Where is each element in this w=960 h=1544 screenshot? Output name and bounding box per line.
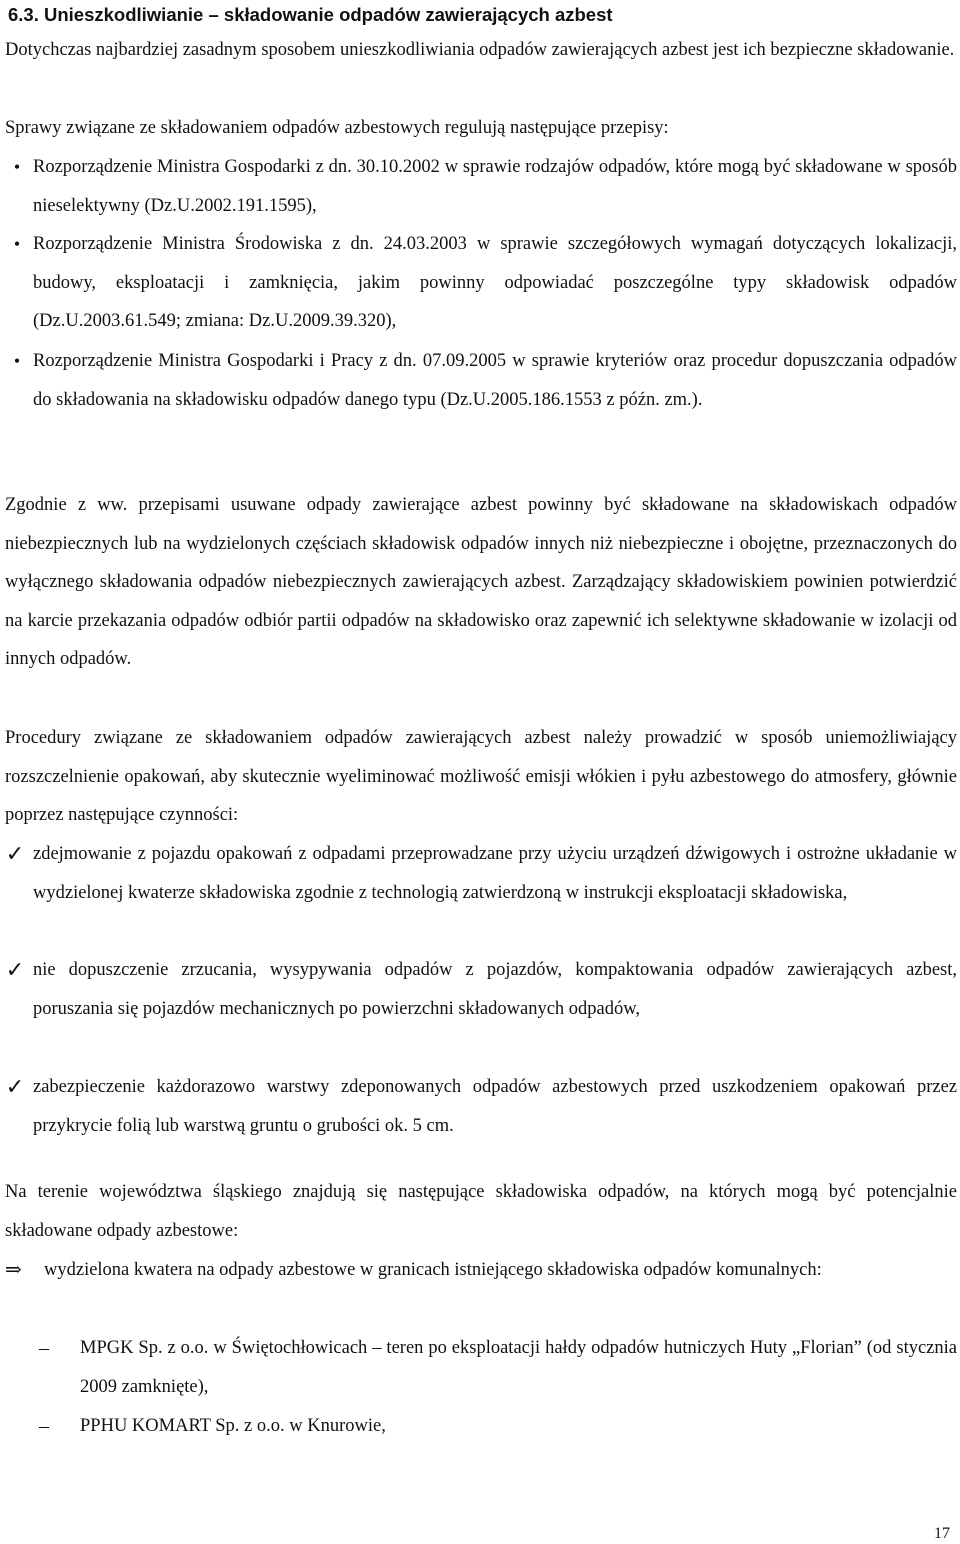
paragraph-silesia: Na terenie województwa śląskiego znajdują się następujące składowiska odpadów, na których mogą być potencjalnie składowane odpady azbestowe: <box>5 1182 957 1241</box>
landfill-item <box>5 1407 957 1446</box>
activity-text: nie dopuszczenie zrzucania, wysypywania odpadów z pojazdów, kompaktowania odpadów zawierających azbest, poruszania się pojazdów mechanicznych po powierzchni składowanych odpadów, <box>33 960 957 1019</box>
regulation-text: Rozporządzenie Ministra Gospodarki i Pracy z dn. 07.09.2005 w sprawie kryteriów oraz procedur dopuszczania odpadów do składowania na składowisku odpadów danego typu (Dz.U.2005.186.1553 z późn. zm.). <box>33 351 957 410</box>
paragraph-procedury: Procedury związane ze składowaniem odpadów zawierających azbest należy prowadzić w sposób uniemożliwiający rozszczelnienie opakowań, aby skutecznie wyeliminować możliwość emisji włókien i pyłu azbestowego do atmosfery, głównie poprzez następujące czynności: <box>5 728 957 826</box>
bullet-icon: • <box>13 351 21 371</box>
landfill-item <box>5 1329 957 1406</box>
landfill-text: MPGK Sp. z o.o. w Świętochłowicach – teren po eksploatacji hałdy odpadów hutniczych Huty „Florian” (od stycznia 2009 zamknięte), <box>80 1338 957 1397</box>
checkmark-icon: ✓ <box>5 841 25 866</box>
regulation-text: Rozporządzenie Ministra Gospodarki z dn. 30.10.2002 w sprawie rodzajów odpadów, które mogą być składowane w sposób nieselektywny (Dz.U.2002.191.1595), <box>33 157 957 216</box>
bullet-icon: • <box>13 234 21 254</box>
activity-item <box>5 951 957 1028</box>
page-number: 17 <box>934 1525 950 1542</box>
regulations-intro: Sprawy związane ze składowaniem odpadów azbestowych regulują następujące przepisy: <box>5 118 669 138</box>
section-heading: 6.3. Unieszkodliwianie – składowanie odpadów zawierających azbest <box>8 4 613 25</box>
landfill-text: PPHU KOMART Sp. z o.o. w Knurowie, <box>80 1416 386 1436</box>
checkmark-icon: ✓ <box>5 1074 25 1099</box>
landfill-category-text: wydzielona kwatera na odpady azbestowe w granicach istniejącego składowiska odpadów komunalnych: <box>44 1260 822 1280</box>
regulation-item <box>5 342 957 419</box>
regulation-item <box>5 225 957 341</box>
activity-item <box>5 1068 957 1145</box>
double-arrow-icon: ⇒ <box>5 1259 22 1281</box>
activity-text: zdejmowanie z pojazdu opakowań z odpadami przeprowadzane przy użyciu urządzeń dźwigowych i ostrożne układanie w wydzielonej kwaterze składowiska zgodnie z technologią zatwierdzoną w instrukcji eksploatacji składowiska, <box>33 844 957 903</box>
intro-paragraph: Dotychczas najbardziej zasadnym sposobem unieszkodliwiania odpadów zawierających azbest jest ich bezpieczne składowanie. <box>5 40 955 60</box>
landfill-category-item <box>5 1251 957 1290</box>
bullet-icon: • <box>13 157 21 177</box>
dash-icon: – <box>39 1415 49 1437</box>
checkmark-icon: ✓ <box>5 957 25 982</box>
dash-icon: – <box>39 1337 49 1359</box>
regulation-text: Rozporządzenie Ministra Środowiska z dn. 24.03.2003 w sprawie szczegółowych wymagań dotyczących lokalizacji, budowy, eksploatacji i zamknięcia, jakim powinny odpowiadać poszczególne typy składowisk odpadów (Dz.U.2003.61.549; zmiana: Dz.U.2009.39.320), <box>33 234 957 332</box>
activity-item <box>5 835 957 912</box>
regulation-item <box>5 148 957 225</box>
activity-text: zabezpieczenie każdorazowo warstwy zdeponowanych odpadów azbestowych przed uszkodzeniem opakowań przez przykrycie folią lub warstwą gruntu o grubości ok. 5 cm. <box>33 1077 957 1136</box>
paragraph-zgodnie: Zgodnie z ww. przepisami usuwane odpady zawierające azbest powinny być składowane na składowiskach odpadów niebezpiecznych lub na wydzielonych częściach składowisk odpadów innych niż niebezpieczne i obojętne, przeznaczonych do wyłącznego składowania odpadów niebezpiecznych zawierających azbest. Zarządzający składowiskiem powinien potwierdzić na karcie przekazania odpadów odbiór partii odpadów na składowisko oraz zapewnić ich selektywne składowanie w izolacji od innych odpadów. <box>5 495 957 670</box>
